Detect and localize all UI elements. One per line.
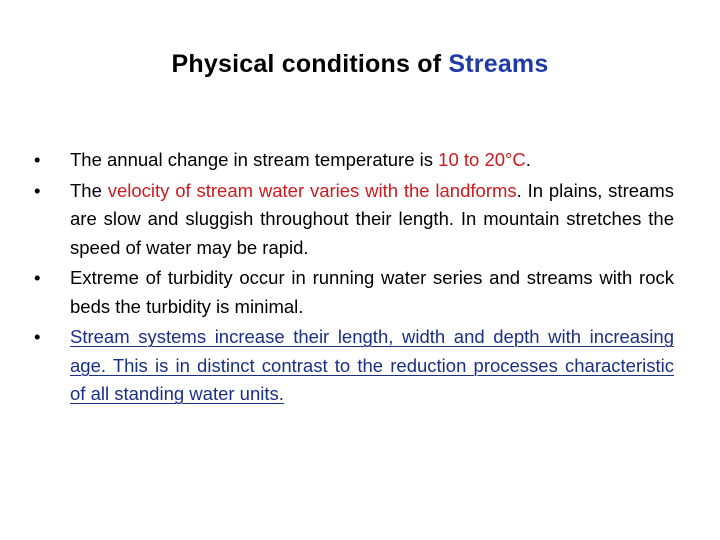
bullet-icon: • <box>34 267 41 288</box>
title-accent-text: Streams <box>448 50 549 78</box>
highlight-text: 10 to 20°C <box>438 149 526 170</box>
bullet-list <box>34 146 674 411</box>
list-item <box>34 264 674 321</box>
slide-title <box>0 50 720 79</box>
bullet-icon: • <box>34 149 41 170</box>
highlight-text: velocity of stream water varies with the landforms <box>107 179 517 201</box>
bullet-text: The annual change in stream temperature is <box>70 149 439 170</box>
title-text: Physical conditions of <box>171 50 449 78</box>
bullet-text: The <box>70 179 108 201</box>
bullet-text-end: . In plains, streams are slow and sluggish throughout their length. In mountain stretches the speed of water may be rapid. <box>70 179 674 258</box>
bullet-text: Extreme of turbidity occur in running water series and streams with rock beds the turbidity is minimal. <box>70 267 674 317</box>
list-item <box>34 323 674 409</box>
list-item <box>34 177 674 263</box>
bullet-icon: • <box>34 179 41 201</box>
bullet-icon: • <box>34 326 41 347</box>
list-item <box>34 146 674 175</box>
hyperlink-text[interactable]: Stream systems increase their length, width and depth with increasing age. This is in distinct contrast to the reduction processes characteristic of all standing water units. <box>70 326 674 404</box>
bullet-text-end: . <box>525 149 531 170</box>
